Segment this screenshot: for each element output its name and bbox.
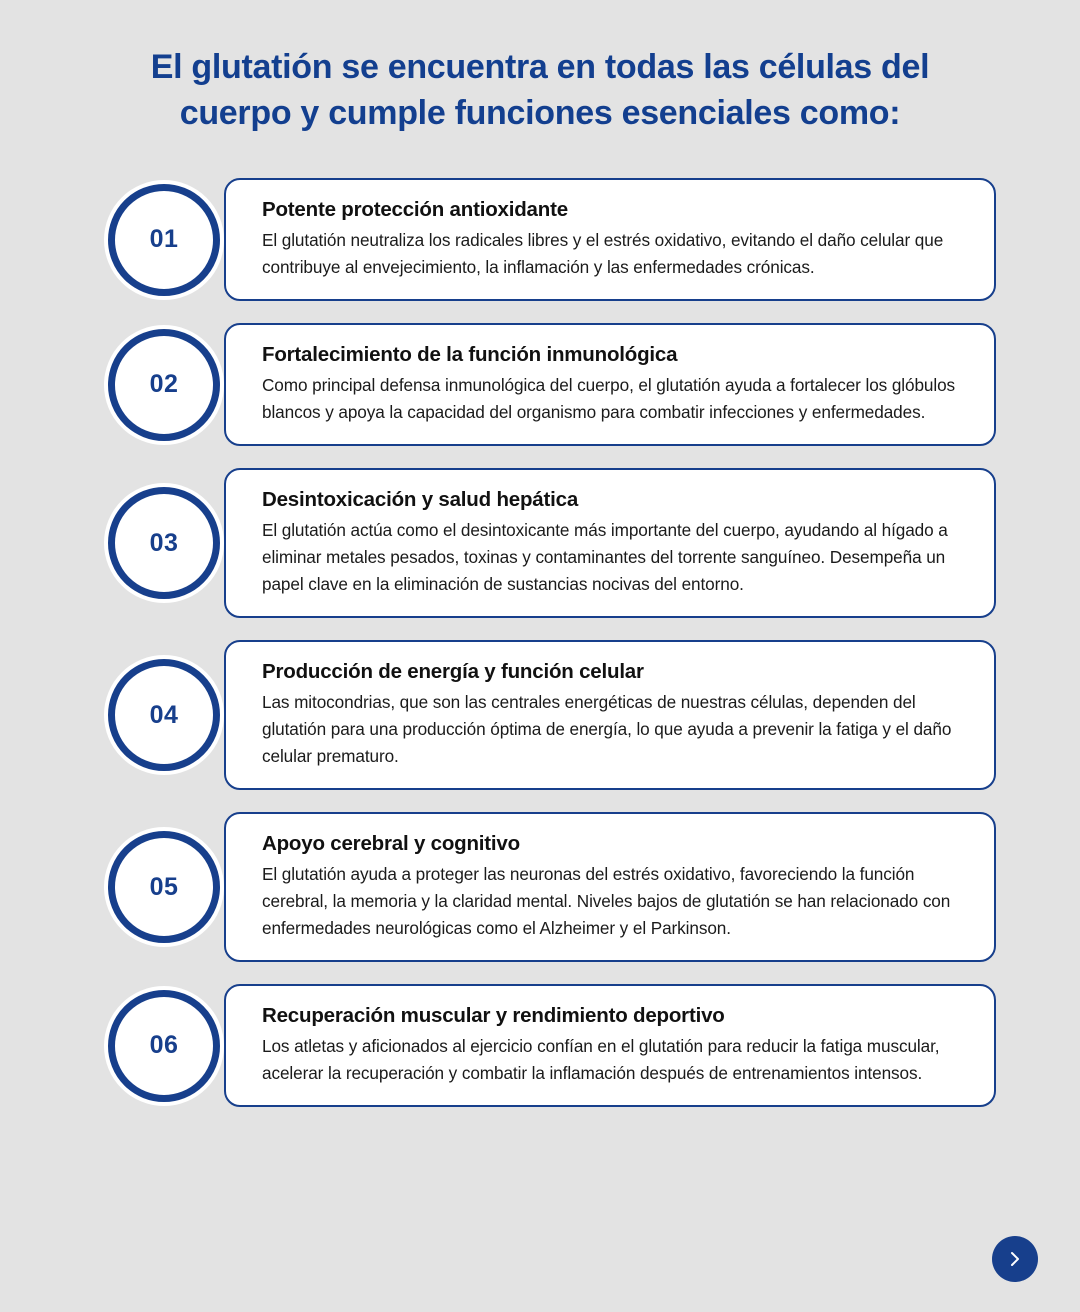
item-number: 02 [149, 370, 179, 398]
benefits-list [0, 178, 1080, 1107]
item-number: 06 [149, 1031, 179, 1059]
item-number: 01 [149, 225, 179, 253]
item-number-badge [108, 487, 220, 599]
item-title: Fortalecimiento de la función inmunológica [262, 343, 678, 366]
item-number-badge [108, 184, 220, 296]
item-card [224, 984, 996, 1107]
page-title-line-1: El glutatión se encuentra en todas las células del [150, 48, 930, 86]
list-item [108, 178, 996, 301]
list-item [108, 640, 996, 790]
next-slide-button[interactable] [992, 1236, 1038, 1282]
item-number: 03 [149, 528, 179, 557]
chevron-right-icon [1005, 1249, 1025, 1269]
item-body: Como principal defensa inmunológica del cuerpo, el glutatión ayuda a fortalecer los glóbulos blancos y apoya la capacidad del organismo para combatir infecciones y enfermedades. [262, 375, 956, 422]
page-title [0, 0, 1080, 136]
item-card [224, 468, 996, 618]
item-card [224, 178, 996, 301]
item-number-badge [108, 659, 220, 771]
item-card [224, 323, 996, 446]
item-number-badge [108, 990, 220, 1102]
item-title: Desintoxicación y salud hepática [262, 488, 579, 511]
item-card [224, 640, 996, 790]
item-number-badge [108, 831, 220, 943]
item-number-badge [108, 329, 220, 441]
item-body: Los atletas y aficionados al ejercicio confían en el glutatión para reducir la fatiga muscular, acelerar la recuperación y combatir la inflamación después de entrenamientos intensos. [262, 1036, 940, 1083]
item-title: Apoyo cerebral y cognitivo [262, 832, 520, 855]
item-body: El glutatión actúa como el desintoxicante más importante del cuerpo, ayudando al hígado a eliminar metales pesados, toxinas y contaminantes del torrente sanguíneo. Desempeña un papel clave en la eliminación de sustancias nocivas del entorno. [262, 520, 948, 594]
item-title: Potente protección antioxidante [262, 198, 568, 221]
item-number: 04 [149, 700, 179, 729]
item-body: Las mitocondrias, que son las centrales energéticas de nuestras células, dependen del glutatión para una producción óptima de energía, lo que ayuda a prevenir la fatiga y el daño celular prematuro. [262, 692, 952, 766]
item-number: 05 [149, 872, 179, 901]
item-body: El glutatión neutraliza los radicales libres y el estrés oxidativo, evitando el daño celular que contribuye al envejecimiento, la inflamación y las enfermedades crónicas. [262, 230, 944, 277]
list-item [108, 323, 996, 446]
list-item [108, 984, 996, 1107]
list-item [108, 468, 996, 618]
item-body: El glutatión ayuda a proteger las neuronas del estrés oxidativo, favoreciendo la función cerebral, la memoria y la claridad mental. Niveles bajos de glutatión se han relacionado con enfermedades neurológicas como el Alzheimer y el Parkinson. [262, 864, 951, 938]
list-item [108, 812, 996, 962]
page-title-line-2: cuerpo y cumple funciones esenciales como: [179, 94, 901, 132]
item-title: Producción de energía y función celular [262, 660, 644, 683]
item-title: Recuperación muscular y rendimiento deportivo [262, 1004, 725, 1027]
item-card [224, 812, 996, 962]
